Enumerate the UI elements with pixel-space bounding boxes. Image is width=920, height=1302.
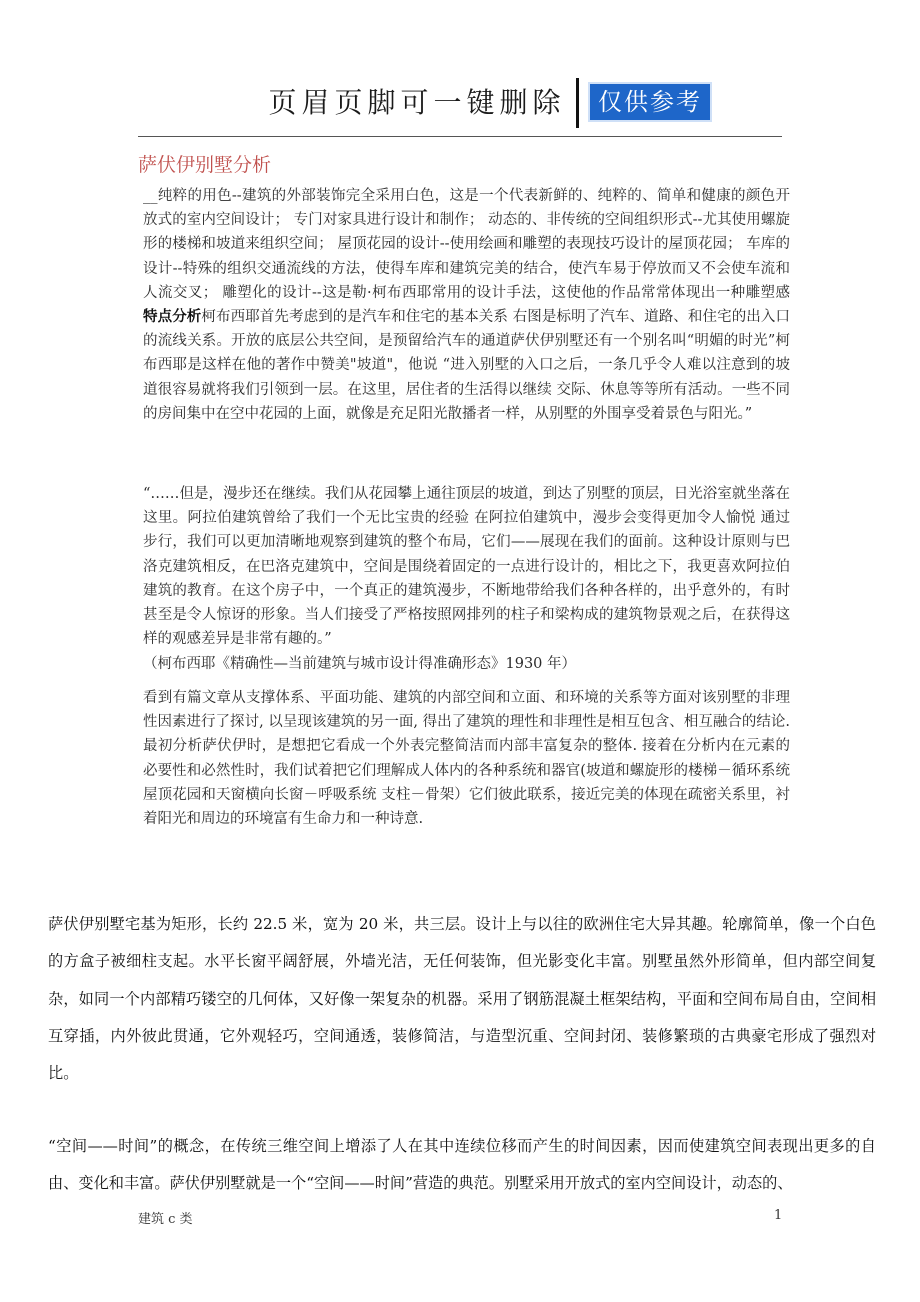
header-banner-text: 页眉页脚可一键删除 [268,86,566,119]
section1-p3: 看到有篇文章从支撑体系、平面功能、建筑的内部空间和立面、和环境的关系等方面对该别墅的非理性因素进行了探讨, 以呈现该建筑的另一面, 得出了建筑的理性和非理性是相互包含、相互融合的结论. 最初分析萨伏伊时，是想把它看成一个外表完整简洁而内部丰富复杂的整体. 接着在分析内在元素的必要性和必然性时，我们试着把它们理解成人体内的各种系统和器官(坡道和螺旋形的楼梯－循环系统 屋顶花园和天窗横向长窗－呼吸系统 支柱－骨架）它们彼此联系，接近完美的体现在疏密关系里，衬着阳光和周边的环境富有生命力和一种诗意. [143,690,790,828]
header-divider [576,78,579,128]
section1-paragraph2 [143,482,790,651]
section1-p1-part1: __纯粹的用色--建筑的外部装饰完全采用白色，这是一个代表新鲜的、纯粹的、简单和健康的颜色开放式的室内空间设计； 专门对家具进行设计和制作； 动态的、非传统的空间组织形式--尤其使用螺旋形的楼梯和坡道来组织空间； 屋顶花园的设计--使用绘画和雕塑的表现技巧设计的屋顶花园； 车库的设计--特殊的组织交通流线的方法，使得车库和建筑完美的结合，使汽车易于停放而又不会使车流和人流交叉； 雕塑化的设计--这是勒·柯布西耶常用的设计手法，这使他的作品常常体现出一种雕塑感 [143,188,790,301]
document-title: 萨伏伊别墅分析 [138,154,272,176]
section2-p2: “空间——时间”的概念，在传统三维空间上增添了人在其中连续位移而产生的时间因素，因而使建筑空间表现出更多的自由、变化和丰富。萨伏伊别墅就是一个“空间——时间”营造的典范。别墅采用开放式的室内空间设计，动态的、 [48,1137,876,1193]
section1-p1-part2: 柯布西耶首先考虑到的是汽车和住宅的基本关系 右图是标明了汽车、道路、和住宅的出入口的流线关系。开放的底层公共空间，是预留给汽车的通道萨伏伊别墅还有一个别名叫“明媚的时光”柯布西耶是这样在他的著作中赞美"坡道"，他说 “进入别墅的入口之后，一条几乎令人难以注意到的坡道很容易就将我们引领到一层。在这里，居住者的生活得以继续 交际、休息等等所有活动。一些不同的房间集中在空中花园的上面，就像是充足阳光散播者一样，从别墅的外围享受着景色与阳光。” [143,309,791,422]
section1-paragraph3 [143,686,790,831]
section2-paragraph2 [48,1128,876,1203]
header-badge: 仅供参考 [588,82,712,122]
section1-paragraph1 [143,184,790,426]
header-banner [262,78,714,128]
section1-citation-block [143,652,790,676]
page-number: 1 [774,1208,783,1223]
section1-citation: （柯布西耶《精确性—当前建筑与城市设计得准确形态》1930 年） [143,656,577,672]
section1-quote: “……但是，漫步还在继续。我们从花园攀上通往顶层的坡道，到达了别墅的顶层，日光浴室就坐落在这里。阿拉伯建筑曾给了我们一个无比宝贵的经验 在阿拉伯建筑中，漫步会变得更加令人愉悦 通过步行，我们可以更加清晰地观察到建筑的整个布局，它们——展现在我们的面前。这种设计原则与巴洛克建筑相反，在巴洛克建筑中，空间是围绕着固定的一点进行设计的，相比之下，我更喜欢阿拉伯建筑的教育。在这个房子中，一个真正的建筑漫步，不断地带给我们各种各样的，出乎意外的，有时甚至是令人惊讶的形象。当人们接受了严格按照网排列的柱子和梁构成的建筑物景观之后，在获得这样的观感差异是非常有趣的。” [143,486,790,648]
header-rule [138,136,782,137]
section2-paragraph1 [48,906,876,1092]
section2-p1: 萨伏伊别墅宅基为矩形，长约 22.5 米，宽为 20 米，共三层。设计上与以往的欧洲住宅大异其趣。轮廓简单，像一个白色的方盒子被细柱支起。水平长窗平阔舒展，外墙光洁，无任何装饰，但光影变化丰富。别墅虽然外形简单，但内部空间复杂，如同一个内部精巧镂空的几何体，又好像一架复杂的机器。采用了钢筋混凝土框架结构，平面和空间布局自由，空间相互穿插，内外彼此贯通，它外观轻巧，空间通透，装修简洁，与造型沉重、空间封闭、装修繁琐的古典豪宅形成了强烈对比。 [48,915,876,1083]
feature-analysis-heading: 特点分析 [143,308,202,326]
footer-category: 建筑 c 类 [138,1212,193,1227]
